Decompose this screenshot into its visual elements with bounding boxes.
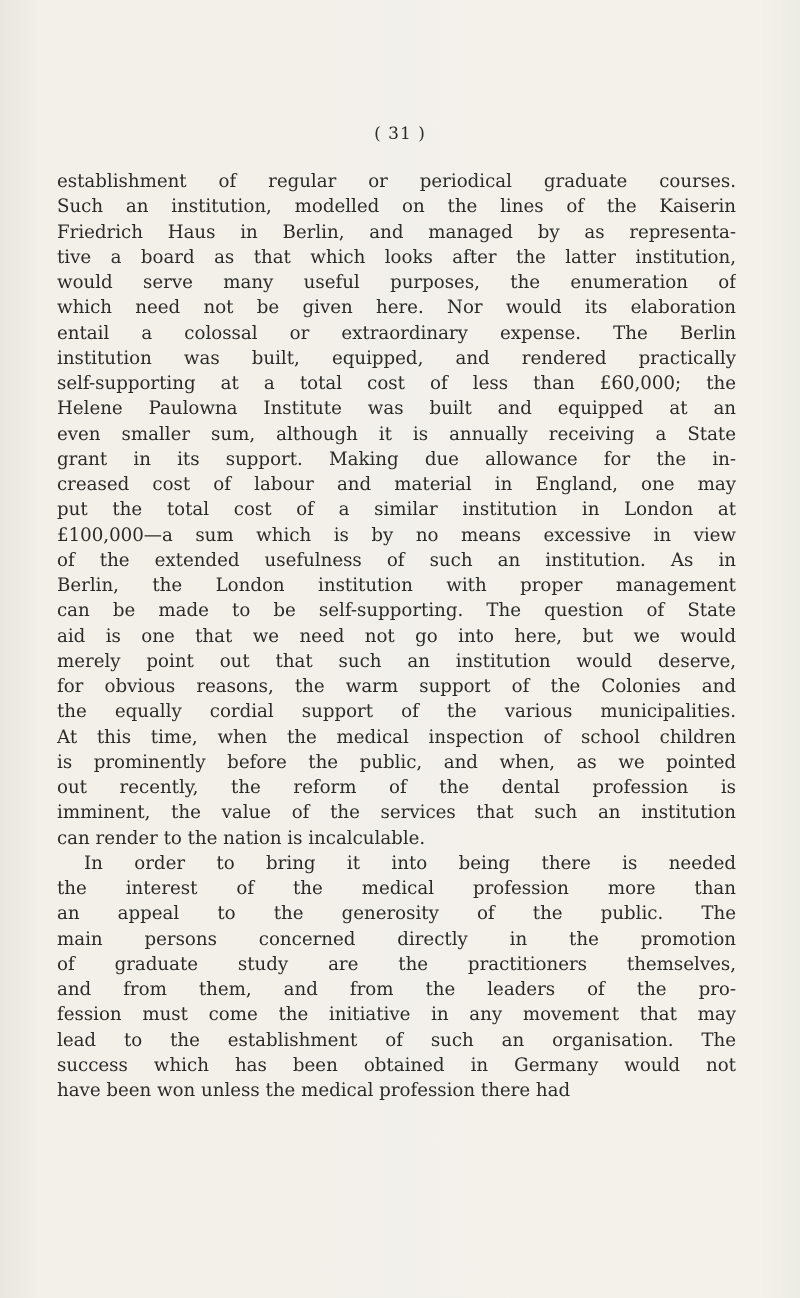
body-text (57, 169, 736, 1103)
text-line: can be made to be self-supporting. The question of State (57, 600, 736, 622)
text-line: lead to the establishment of such an organisation. The (57, 1029, 736, 1051)
text-line: entail a colossal or extraordinary expense. The Berlin (57, 322, 736, 344)
text-line: and from them, and from the leaders of the pro- (57, 979, 736, 1000)
text-line: an appeal to the generosity of the public. The (57, 903, 736, 925)
text-line: out recently, the reform of the dental profession is (57, 777, 736, 798)
text-line: the interest of the medical profession more than (57, 878, 736, 899)
text-line: success which has been obtained in Germany would not (57, 1054, 736, 1076)
text-line: of graduate study are the practitioners themselves, (57, 953, 736, 975)
text-line: even smaller sum, although it is annually receiving a State (57, 423, 736, 445)
page-number: ( 31 ) (374, 124, 426, 144)
text-line: can render to the nation is incalculable. (57, 827, 426, 849)
text-line: is prominently before the public, and when, as we pointed (57, 751, 736, 773)
text-line: have been won unless the medical profession there had (57, 1080, 571, 1101)
text-line: fession must come the initiative in any movement that may (57, 1004, 736, 1026)
text-line: imminent, the value of the services that such an institution (57, 802, 736, 824)
text-line: establishment of regular or periodical graduate courses. (57, 171, 736, 192)
text-line: the equally cordial support of the various municipalities. (57, 701, 736, 723)
text-line: creased cost of labour and material in England, one may (57, 474, 736, 495)
text-line: put the total cost of a similar institution in London at (57, 499, 736, 521)
text-line: tive a board as that which looks after the latter institution, (57, 246, 736, 268)
text-line: institution was built, equipped, and rendered practically (57, 347, 736, 369)
text-line: Such an institution, modelled on the lines of the Kaiserin (57, 196, 736, 218)
text-line: main persons concerned directly in the promotion (57, 928, 736, 950)
text-line: for obvious reasons, the warm support of the Colonies and (57, 676, 736, 697)
text-line: would serve many useful purposes, the enumeration of (57, 272, 736, 293)
text-line: £100,000—a sum which is by no means excessive in view (57, 524, 736, 546)
text-line: grant in its support. Making due allowance for the in- (57, 448, 736, 470)
text-line: Helene Paulowna Institute was built and equipped at an (57, 398, 736, 420)
text-line: of the extended usefulness of such an institution. As in (57, 549, 736, 571)
text-line: Friedrich Haus in Berlin, and managed by as representa- (57, 221, 736, 243)
text-line: merely point out that such an institution would deserve, (57, 650, 736, 672)
text-line: self-supporting at a total cost of less than £60,000; the (57, 373, 736, 394)
text-line: At this time, when the medical inspection of school children (57, 726, 736, 748)
text-line: which need not be given here. Nor would its elaboration (57, 297, 736, 319)
paragraph-start-line: In order to bring it into being there is needed (84, 852, 736, 874)
text-line: aid is one that we need not go into here, but we would (57, 625, 736, 647)
text-line: Berlin, the London institution with proper management (57, 575, 736, 596)
